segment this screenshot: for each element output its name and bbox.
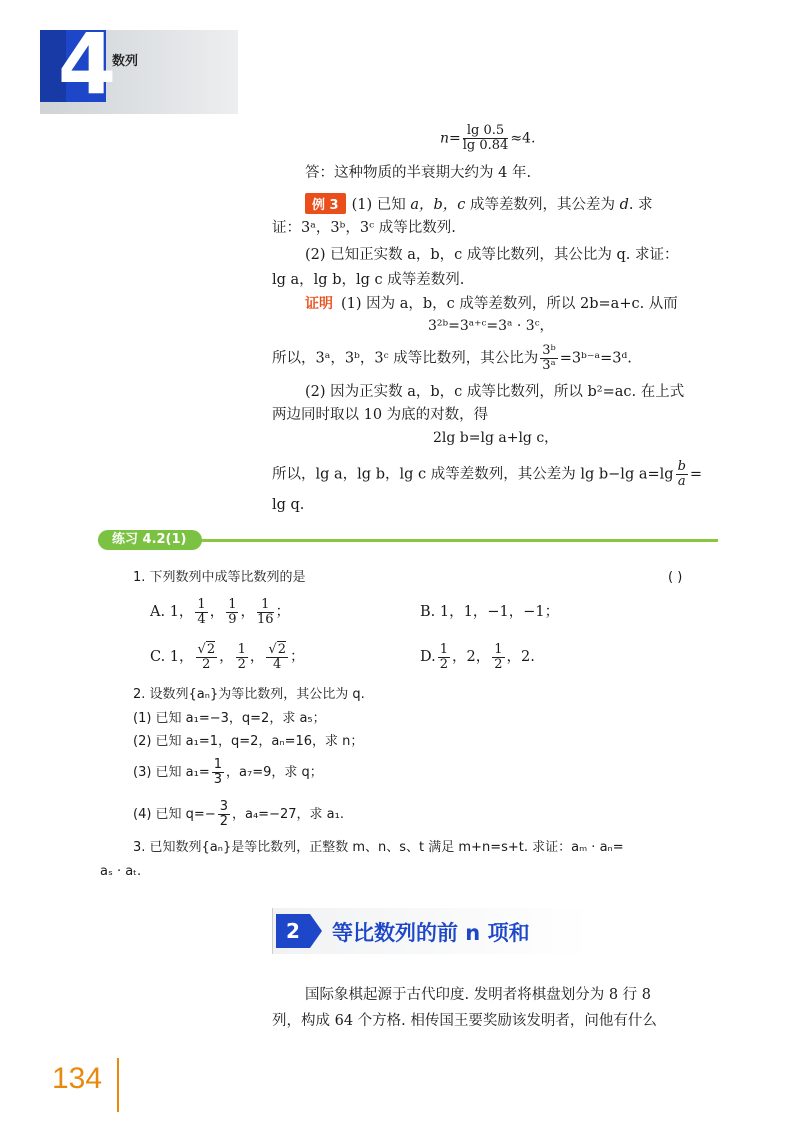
proof-line6: lg q. — [272, 497, 305, 513]
example3-part2: (2) 已知正实数 a，b，c 成等比数列，其公比为 q. 求证： — [305, 247, 679, 263]
chapter-title: 数列 — [112, 54, 139, 69]
question-2-3: (3) 已知 a₁= $\frac{1}{3}$ ，a₇=9，求 q； — [133, 757, 323, 787]
example3-part2-line2: lg a，lg b，lg c 成等差数列. — [272, 272, 465, 288]
half-life-equation: n= $\frac{\lg 0.5}{\lg 0.84}$ ≈4. — [440, 123, 536, 153]
proof-line5: 所以，lg a，lg b，lg c 成等差数列，其公差为 lg b−lg a=lg $\frac{b}{a}$ = — [272, 459, 703, 489]
example3-part1-line2: 证：3ᵃ，3ᵇ，3ᶜ 成等比数列. — [272, 220, 456, 236]
page-number: 134 — [52, 1062, 103, 1095]
page-number-rule — [117, 1058, 119, 1112]
option-a: A. 1， $\frac{1}{4}$ ， $\frac{1}{9}$ ， $\frac{1}{16}$ ； — [150, 596, 291, 627]
proof-equation1: 3²ᵇ=3ᵃ⁺ᶜ=3ᵃ · 3ᶜ， — [428, 318, 554, 334]
answer-blank: ( ) — [668, 570, 683, 585]
proof-line1: 证明 (1) 因为 a，b，c 成等差数列，所以 2b=a+c. 从而 — [305, 296, 678, 312]
section-number: 2 — [276, 914, 310, 948]
question-2-1: (1) 已知 a₁=−3，q=2，求 a₅； — [133, 711, 326, 726]
proof-equation2: 2lg b=lg a+lg c， — [433, 430, 559, 446]
exercise-title: 练习 4.2(1) — [98, 530, 202, 550]
question-2: 2. 设数列{aₙ}为等比数列，其公比为 q. — [133, 687, 365, 702]
question-3: 3. 已知数列{aₙ}是等比数列，正整数 m、n、s、t 满足 m+n=s+t. 求证：aₘ · aₙ= — [133, 840, 624, 855]
example-tag: 例 3 — [305, 193, 346, 214]
question-2-4: (4) 已知 q=− $\frac{3}{2}$ ，a₄=−27，求 a₁. — [133, 799, 344, 829]
section-title: 等比数列的前 n 项和 — [332, 921, 530, 945]
proof-line3: (2) 因为正实数 a，b，c 成等比数列，所以 b²=ac. 在上式 — [305, 384, 685, 400]
proof-line2: 所以，3ᵃ，3ᵇ，3ᶜ 成等比数列，其公比为 $\frac{\text{3ᵇ}}{\text{3ᵃ}}$ =3ᵇ⁻ᵃ=3ᵈ. — [272, 343, 632, 373]
question-3-line2: aₛ · aₜ. — [100, 864, 142, 879]
example3-part1: 例 3 (1) 已知 a，b，c 成等差数列，其公差为 d. 求 — [305, 193, 653, 215]
option-b: B. 1，1，−1，−1； — [420, 604, 560, 620]
question-2-2: (2) 已知 a₁=1，q=2，aₙ=16，求 n； — [133, 734, 364, 749]
question-1: 1. 下列数列中成等比数列的是 — [133, 570, 306, 585]
option-c: C. 1， $\frac{√2}{2}$ ， $\frac{1}{2}$ ， $\frac{√2}{4}$ ； — [150, 641, 305, 672]
proof-line4: 两边同时取以 10 为底的对数，得 — [272, 407, 489, 423]
section-arrow-icon — [310, 914, 322, 948]
answer-line: 答：这种物质的半衰期大约为 4 年. — [305, 165, 532, 181]
body-line2: 列，构成 64 个方格. 相传国王要奖励该发明者，问他有什么 — [272, 1013, 657, 1029]
body-line1: 国际象棋起源于古代印度. 发明者将棋盘划分为 8 行 8 — [305, 987, 651, 1003]
option-d: D. $\frac{1}{2}$ ，2， $\frac{1}{2}$ ，2. — [420, 641, 535, 672]
chapter-number: 4 — [57, 15, 117, 113]
proof-label: 证明 — [305, 296, 333, 312]
